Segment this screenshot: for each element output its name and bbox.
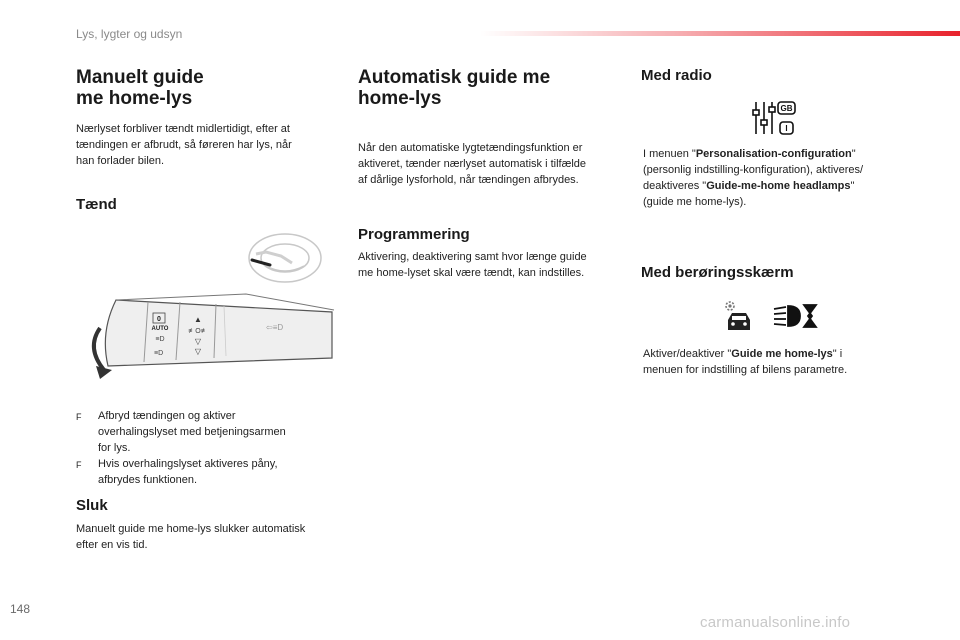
bullet-line: Afbryd tændingen og aktiver bbox=[98, 410, 236, 422]
radio-instructions bbox=[643, 146, 903, 210]
taend-bullets bbox=[76, 408, 341, 488]
page-number: 148 bbox=[10, 602, 31, 616]
radio-settings-icon bbox=[752, 100, 796, 136]
sluk-line: efter en vis tid. bbox=[76, 539, 148, 551]
manual-guide-title-line1: Manuelt guide bbox=[76, 67, 204, 88]
automatic-guide-title bbox=[358, 67, 550, 109]
med-radio-heading: Med radio bbox=[641, 67, 712, 84]
intro-line: han forlader bilen. bbox=[76, 155, 165, 167]
bullet-marker: F bbox=[76, 460, 82, 470]
sluk-heading: Sluk bbox=[76, 497, 108, 514]
intro-line: af dårlige lysforhold, når tændingen afbrydes. bbox=[358, 174, 579, 186]
programmering-heading: Programmering bbox=[358, 226, 470, 243]
intro-line: aktiveret, tænder nærlyset automatisk i tilfælde bbox=[358, 158, 587, 170]
radio-icon-badge-bottom: I bbox=[785, 124, 788, 133]
bullet-line: overhalingslyset med betjeningsarmen bbox=[98, 426, 286, 438]
intro-line: Når den automatiske lygtetændingsfunktion er bbox=[358, 142, 583, 154]
text-fragment: I menuen " bbox=[643, 148, 696, 160]
radio-icon-badge-top: GB bbox=[780, 104, 793, 113]
taend-heading: Tænd bbox=[76, 196, 117, 213]
menu-name: Personalisation-configuration bbox=[695, 148, 852, 160]
lighting-stalk-illustration bbox=[76, 230, 338, 380]
pull-direction-arrow-icon bbox=[94, 328, 104, 370]
touch-line2: menuen for indstilling af bilens parametre. bbox=[643, 364, 848, 376]
text-fragment: " i bbox=[832, 348, 843, 360]
stalk-auto-label: AUTO bbox=[151, 326, 169, 332]
bullet-line: for lys. bbox=[98, 442, 131, 454]
automatic-guide-title-line1: Automatisk guide me bbox=[358, 67, 551, 88]
watermark: carmanualsonline.info bbox=[700, 614, 851, 631]
radio-line2: (personlig indstilling-konfiguration), aktiveres/ bbox=[643, 164, 864, 176]
touch-line1 bbox=[643, 346, 913, 362]
down-arrow-icon: ▽ bbox=[194, 347, 202, 356]
list-item bbox=[76, 456, 341, 488]
text-fragment: deaktiveres " bbox=[643, 180, 707, 192]
bullet-line: Hvis overhalingslyset aktiveres påny, bbox=[98, 458, 278, 470]
intro-line: tændingen er afbrudt, så føreren har lys, når bbox=[76, 139, 292, 151]
automatic-guide-title-line2: home-lys bbox=[358, 88, 442, 109]
header-accent-bar bbox=[480, 31, 960, 36]
touch-instructions bbox=[643, 346, 913, 378]
fog-light-icon: ≢O≢ bbox=[188, 328, 208, 335]
med-beroeringsskaerm-heading: Med berøringsskærm bbox=[641, 264, 794, 281]
bullet-line: afbrydes funktionen. bbox=[98, 474, 198, 486]
pull-arrow-icon: ⇦≡D bbox=[266, 323, 284, 332]
text-fragment: Aktiver/deaktiver " bbox=[643, 348, 732, 360]
text-fragment: " bbox=[850, 180, 855, 192]
sidelight-icon: ≡D bbox=[155, 336, 165, 343]
section-header: Lys, lygter og udsyn bbox=[76, 27, 183, 41]
up-arrow-icon: ▲ bbox=[194, 315, 202, 324]
manual-guide-intro bbox=[76, 121, 341, 169]
prog-line: me home-lyset skal være tændt, kan indstilles. bbox=[358, 267, 585, 279]
option-name: Guide me home-lys bbox=[731, 348, 833, 360]
sluk-line: Manuelt guide me home-lys slukker automatisk bbox=[76, 523, 306, 535]
manual-guide-title bbox=[76, 67, 204, 109]
programmering-text bbox=[358, 249, 628, 281]
down-arrow-icon: ▽ bbox=[194, 337, 202, 346]
automatic-guide-intro bbox=[358, 140, 628, 188]
radio-line1 bbox=[643, 146, 903, 162]
radio-line4: (guide me home-lys). bbox=[643, 196, 747, 208]
stalk-zero-label: 0 bbox=[157, 316, 161, 323]
list-item bbox=[76, 408, 341, 456]
sluk-text bbox=[76, 521, 346, 553]
option-name: Guide-me-home headlamps bbox=[706, 180, 851, 192]
guide-me-home-icon bbox=[772, 303, 818, 329]
radio-line3 bbox=[643, 178, 903, 194]
headlight-icon: ≡D bbox=[154, 350, 164, 357]
vehicle-settings-icon bbox=[720, 298, 756, 334]
prog-line: Aktivering, deaktivering samt hvor længe guide bbox=[358, 251, 587, 263]
text-fragment: " bbox=[851, 148, 856, 160]
bullet-marker: F bbox=[76, 412, 82, 422]
manual-guide-title-line2: me home-lys bbox=[76, 88, 193, 109]
intro-line: Nærlyset forbliver tændt midlertidigt, efter at bbox=[76, 123, 290, 135]
